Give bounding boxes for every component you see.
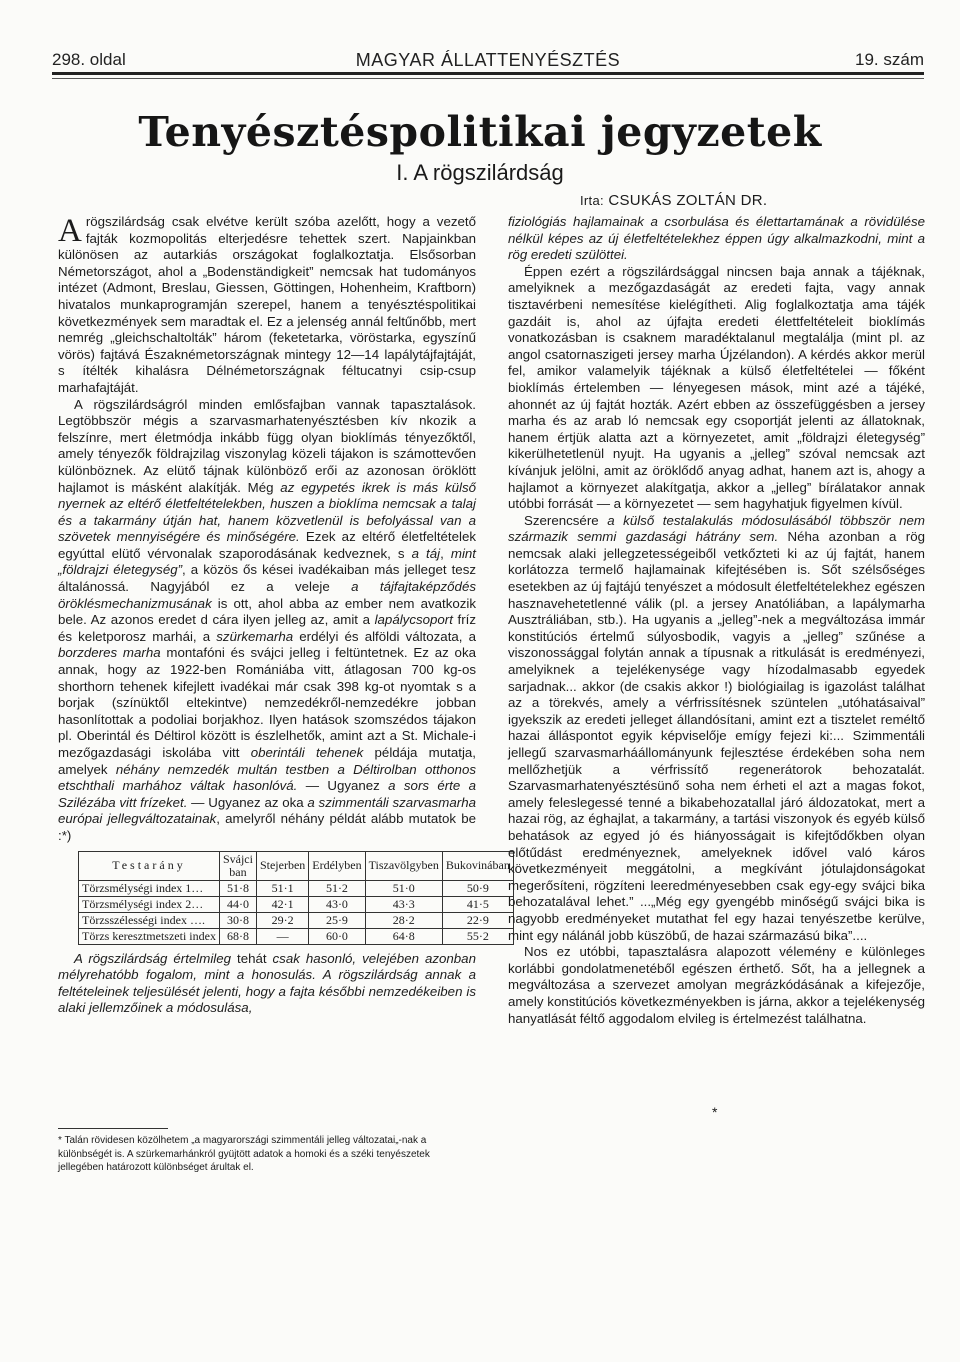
- table-cell: 55·2: [442, 928, 513, 944]
- text-run: — Ugyanez az oka: [187, 794, 308, 810]
- paragraph: fiziológiás hajlamainak a csorbulása és élettartamának a rövidülése nélkül képes az új életfeltételekhez éppen úgy alkalmazkodni, mint a rög eredeti szülöttei.: [508, 214, 925, 263]
- italic-run: a táj: [411, 545, 441, 561]
- table-cell: 28·2: [365, 912, 442, 928]
- article-subtitle: I. A rögszilárdság: [396, 160, 564, 185]
- table-cell: 25·9: [309, 912, 365, 928]
- text-run: Néha azonban a rög nemcsak alaki jellegzetességeiből vetkőzteti ki az új fajtát, hanem korlátozza termelő hajlamainak kifejtésében is. Sőt szélsőséges esetekben az új fajtájú tenyészet a módosult életfeltételekhez egészen hasznavehetetlenné válik (pl. a jersey Anatóliában, a lapálymarha Ausztráliában, stb.). Ha ugyanis a „jelleg”-nek a megváltozása immár konstitúciós értelmű súlyosbodik, vagyis a „jelleg” szűnése a viszonossággal folytán annak a típusnak a ritkulását is eredményezi, amelyiknek a tejelékenysége vagy hízodalmasabb egyedek sarjadnak... akkor (de csakis akkor !) biológiailag is igazolást találhat az a törekvés, amely a vérfrissítésnek szüntelen „utóhatásaival” igyekszik az eredeti jelleget állandósítani, amint ezt a tisztelet reméltő hazai álláspontot egyik képviselője emígy fejezi ki:... Szimmentáli jellegű szarvasmarháállományunk fejlesztése érdekében soha nem mellőzhetjük a vérfrissítő regenerátorok behozatalát. Szarvasmarhatenyésztésünő soha nem érheti el azt a magas fokot, amely feleslegessé tenné a bikabehozatallal járó áldozatokat, mert a hazai rög, az éghajlat, a takarmány, a tartási viszonyok és egyéb külső behatások az egyed jó és hiányosságait is kifejtődőkben olyan előtűdást eredményeznek, amelyeknek idővel való káros következményeit meggátolni, a megkívánt jótulajdonságokat megerősíteni, rögzíteni leeredményesebben csak egy-egy svájci bika behozatalával lehet.” ...„Még egy gyengébb minőségű svájci bika is nagyobb eredményeket mutathat fel egy hazai tenyészetbe kerülve, mint egy nálánál jobb küszöbű, de hazai származású bika”....: [508, 529, 926, 943]
- body-ratio-table: [78, 851, 514, 945]
- paragraph: Éppen ezért a rögszilárdsággal nincsen baja annak a tájéknak, amelyiknek a mezőgazdaságát az eredeti fajta, vagy annak tisztavérbeni nemesítése kielégítheti. Alig foglalkoztatja ama tájék gazdáit is, ahol az újfajta eredeti élettfeltételeit bioklímás vonatkozásban is csaknem maradéktalanul megtalálja (mint pl. az angol csatornaszigeti jersey marha Újzélandon). A kérdés akkor merül fel, amikor valamelyik tájéknak a külső életfeltételei — főként bioklímás értelemben — lényegesen mások, mint azé a tájéké, ahonnét az új fajtát hozták. Azért ebben az összefüggésben a jersey marha és az arab ló nemcsak egy csoportját jelenti az állatoknak, hanem értjük alatta azt a környezetet, amit „földrajzi életegység” kikerülhetetlenül nyujt. Ha ugyanis a „jelleg” szóval nemcsak azt kívánjuk jelölni, amit az öröklődő anyag adhat, hanem azt is, ahogy a hajlamot a környezet alakítgatja, akkor a „jelleg” bírálatakor annak utóbbi forrását — a környezetet — sem hagyhatjuk figyelmen kívül.: [508, 263, 925, 512]
- column-header: Erdélyben: [309, 851, 365, 880]
- footnote-divider: [58, 1128, 168, 1129]
- column-header: Svájci ban: [219, 851, 256, 880]
- table-cell: 29·2: [256, 912, 308, 928]
- author-name: CSUKÁS ZOLTÁN DR.: [608, 192, 768, 209]
- text-run: Ezek az eltérő életfeltételek egyúttal elütő vérvonalak szaporodásának kedveznek, s: [58, 529, 476, 561]
- italic-run: az egypetés ikrek is más külső nyernek az eltérő életfeltételekben, huszen a bioklíma nemcsak a talaj és a takarmány útján hat, hanem közvetlenül is befolyással van a szövetek mennyiségére és minőségére.: [58, 479, 476, 545]
- footnote: [58, 1134, 476, 1175]
- paragraph: [58, 397, 476, 845]
- drop-cap: A: [58, 213, 82, 249]
- text-run: , a közös ős kései ivadékaiban más jelleget tesz általánossá. Nagyjából ez a veleje: [58, 562, 476, 595]
- table-cell: 41·5: [442, 896, 513, 912]
- paragraph: Nos ez utóbbi, tapasztalásra alapozott vélemény e különleges korlábbi gondolatmenetéből egészen érthető. Sőt, ha a jellegnek a megváltozása a szervezet amolyan megrázkódásának a kifejezője, amely konstitúciós következményekben is járna, akkor a tejelékenység hanyatlását féltő aggodalom elvileg is értelmezést találhatna.: [508, 944, 925, 1026]
- text-run: — Ugyanez: [297, 778, 389, 794]
- table-cell: 43·0: [309, 896, 365, 912]
- italic-run: a szimmentáli szarvasmarha európai jellegváltozatainak: [58, 794, 476, 827]
- table-cell: 64·8: [365, 928, 442, 944]
- italic-run: a tájfajtaképződés öröklésmechanizmusának: [58, 579, 476, 611]
- column-header: Stejerben: [256, 851, 308, 880]
- journal-title: MAGYAR ÁLLATTENYÉSZTÉS: [355, 50, 621, 70]
- table-cell: 22·9: [442, 912, 513, 928]
- italic-run: szürkemarha: [216, 628, 294, 644]
- table-cell: 43·3: [365, 896, 442, 912]
- section-end-asterisk: *: [712, 1104, 718, 1120]
- header-rule-thick: [52, 72, 924, 75]
- table-cell: Törzsmélységi index 1…: [79, 880, 220, 896]
- table-row: [79, 912, 514, 928]
- page-number: 298. oldal: [52, 50, 126, 69]
- paragraph: [58, 951, 476, 1017]
- article-title: Tenyésztéspolitikai jegyzetek: [138, 108, 822, 156]
- table-cell: —: [256, 928, 308, 944]
- table-row: [79, 880, 514, 896]
- paragraph-text: rögszilárdság csak elvétve került szóba azelőtt, hogy a vezető fajták kozmopolitás elterjedésre tehettek szert. Napjainkban különösen az autarkiás országokat foglalkoztatja. Elsősorban Németországot, ahol a „Bodenständigkeit” nemcsak hat tudományos intézet (Admont, Breslau, Giessen, Göttingen, Hohenheim, Kraftborn) hivatalos munkaprogramján szerepel, hanem a tenyésztéspolitikai következmények sem maradtak el. Ez a jelenség annál feltűnőbb, mert nemrég „gleichschaltolták” három (feketetarka, vöröstarka, egyszínű vörös) fajtává Északnémetországnak mintegy 12—14 lapálytájfajtáját, s ítélték kihalásra Délnémetországnak féltucatnyi csip-csup marhafajtáját.: [58, 214, 476, 395]
- table-cell: 60·0: [309, 928, 365, 944]
- table-cell: 30·8: [219, 912, 256, 928]
- italic-run: A rögszilárdság értelmileg: [74, 950, 232, 966]
- italic-run: csak hasonló, velejében azonban mélyrehatóbb fogalom, mint a honosulás. A rögszilárdság annak a feltételeinek teljesülését jelenti, hogy a fajta későbbi nemzedékeiben is alaki jellemzőinek a módosulása,: [58, 950, 476, 1016]
- italic-run: mint „földrajzi életegység”: [58, 545, 476, 578]
- paragraph: [58, 214, 476, 397]
- table-cell: 51·1: [256, 880, 308, 896]
- issue-number: 19. szám: [855, 50, 924, 69]
- italic-run: a sors érte a Szilézába vitt frízeket.: [58, 778, 477, 810]
- table-cell: 51·2: [309, 880, 365, 896]
- italic-run: borzderes marha: [58, 645, 161, 661]
- italic-run: lapálycsoport: [374, 612, 453, 628]
- table-cell: 50·9: [442, 880, 513, 896]
- right-column: [508, 214, 925, 1027]
- column-header: Bukovinában: [442, 851, 513, 880]
- header-rule-thin: [52, 78, 924, 79]
- text-run: is ott, ahol abba az ember nem avatkozik bele. Az azonos eredet d cára ilyen jelleg az, amit a: [58, 595, 476, 628]
- text-run: montafóni és svájci jelleg i feltüntetnek. Ez az oka annak, hogy az 1922-ben Romániába vitt, átlagosan 700 kg-os shorthorn tehenek kifejlett ivadékai már csak 398 kg-ot nyomtak s a borjak (színüktől eltekintve) nemzedékről-nemzedékre jobban hasonlítottak a podoliai borjakhoz. Ilyen hatások szomszédos tájakon pl. Oberintál és Déltirol között is észlelhetők, amint azt a St. Michale-i mezőgazdasági iskolába vitt: [58, 645, 476, 760]
- byline-label: Irta:: [580, 193, 604, 208]
- left-column: [58, 213, 510, 1017]
- running-header: [52, 44, 924, 74]
- footnote-text: * Talán rövidesen közölhetem „a magyarországi szimmentáli jelleg változatai„-nak a különbségét is. A szürkemarhánkról gyüjtött adatok a homoki és a széki tenyészetek jellegében határozott különbséget árultak el.: [58, 1135, 430, 1173]
- column-header: Tiszavölgyben: [365, 851, 442, 880]
- italic-run: a külső testalakulás módosulásából többször nem származik semmi gazdasági hátrány sem.: [508, 512, 926, 545]
- table-cell: 44·0: [219, 896, 256, 912]
- paragraph: [508, 513, 925, 944]
- table-cell: Törzsmélységi index 2…: [79, 896, 220, 912]
- text-run: ,: [440, 545, 451, 561]
- table-cell: 42·1: [256, 896, 308, 912]
- text-run: A rögszilárdságról minden emlősfajban vannak tapasztalások. Legtöbbször mégis a szarvasmarhatenyésztésben kív nkozik a felszínre, mert életmódja inkább függ olyan bioklímás tényezőktől, amely tényezők földrajzilag viszonylag közeli tájakon is számottevően különböznek. Az elütő tájnak különböző erői az azonosan öröklött hajlamot is másként alakítják. Még: [58, 396, 476, 495]
- table-cell: Törzs keresztmetszeti index: [79, 928, 220, 944]
- italic-run: néhány nemzedék multán testben a Déltirolban otthonos etschthali marhához váltak hasonlóvá.: [58, 761, 476, 794]
- table-header-row: [79, 851, 514, 880]
- text-run: példája mutatja, amelyek: [58, 745, 476, 777]
- table-row: [79, 928, 514, 944]
- text-run: tehát: [231, 950, 273, 966]
- italic-run: oberintáli tehenek: [250, 745, 364, 760]
- table-cell: 51·8: [219, 880, 256, 896]
- byline: [580, 192, 767, 209]
- table-row: [79, 896, 514, 912]
- text-run: erdélyi és alföldi változata, a: [293, 628, 476, 644]
- text-run: fríz és keletporosz marhái, a: [58, 612, 476, 644]
- table-cell: 68·8: [219, 928, 256, 944]
- column-header: Testarány: [79, 851, 220, 880]
- table-cell: 51·0: [365, 880, 442, 896]
- text-run: Szerencsére: [524, 512, 608, 528]
- table-cell: Törzsszélességi index ….: [79, 912, 220, 928]
- text-run: , amelyről néhány példát alább mutatok be :*): [58, 811, 476, 843]
